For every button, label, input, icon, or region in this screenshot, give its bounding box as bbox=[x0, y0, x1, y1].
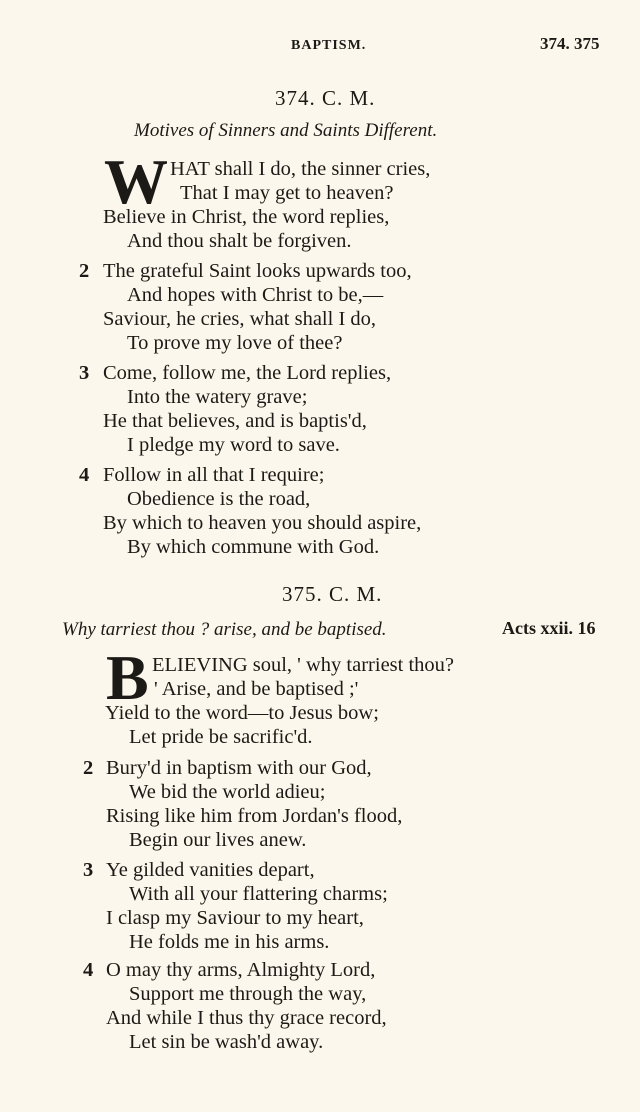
verse-line: Rising like him from Jordan's flood, bbox=[106, 805, 403, 827]
verse-line: Begin our lives anew. bbox=[129, 829, 307, 851]
page-numbers: 374. 375 bbox=[540, 34, 600, 53]
verse-line: ' Arise, and be baptised ;' bbox=[154, 678, 359, 700]
verse-line: He folds me in his arms. bbox=[129, 931, 330, 953]
scripture-reference: Acts xxii. 16 bbox=[502, 618, 596, 638]
verse-line: I pledge my word to save. bbox=[127, 434, 340, 456]
verse-line: Saviour, he cries, what shall I do, bbox=[103, 308, 377, 330]
verse-line: And while I thus thy grace record, bbox=[106, 1007, 387, 1029]
verse-line: Believe in Christ, the word replies, bbox=[103, 206, 390, 228]
verse-line: And thou shalt be forgiven. bbox=[127, 230, 352, 252]
hymn-374-title: Motives of Sinners and Saints Different. bbox=[134, 120, 438, 141]
verse-line: Bury'd in baptism with our God, bbox=[106, 757, 372, 779]
hymn-375-title: Why tarriest thou ? arise, and be baptised. bbox=[62, 619, 387, 640]
verse-line: Obedience is the road, bbox=[127, 488, 311, 510]
verse-line: He that believes, and is baptis'd, bbox=[103, 410, 367, 432]
hymn-374-heading: 374. C. M. bbox=[275, 86, 376, 110]
verse-line: I clasp my Saviour to my heart, bbox=[106, 907, 364, 929]
verse-number: 4 bbox=[79, 464, 90, 486]
verse-line: Let sin be wash'd away. bbox=[129, 1031, 324, 1053]
verse-line: We bid the world adieu; bbox=[129, 781, 326, 803]
verse-number: 3 bbox=[83, 859, 94, 881]
verse-line: Into the watery grave; bbox=[127, 386, 308, 408]
running-title: BAPTISM. bbox=[291, 38, 367, 53]
verse-line: By which commune with God. bbox=[127, 536, 380, 558]
verse-line: Ye gilded vanities depart, bbox=[106, 859, 315, 881]
verse-line: Yield to the word—to Jesus bow; bbox=[105, 702, 379, 724]
verse-number: 2 bbox=[79, 260, 90, 282]
hymn-375-dropcap: B bbox=[106, 642, 149, 713]
verse-number: 4 bbox=[83, 959, 94, 981]
verse-line: O may thy arms, Almighty Lord, bbox=[106, 959, 376, 981]
verse-line: By which to heaven you should aspire, bbox=[103, 512, 422, 534]
verse-line: With all your flattering charms; bbox=[129, 883, 388, 905]
verse-line: HAT shall I do, the sinner cries, bbox=[170, 158, 431, 180]
verse-line: ELIEVING soul, ' why tarriest thou? bbox=[152, 654, 455, 676]
verse-number: 2 bbox=[83, 757, 94, 779]
hymn-374-dropcap: W bbox=[104, 146, 168, 217]
verse-line: Follow in all that I require; bbox=[103, 464, 325, 486]
verse-line: And hopes with Christ to be,— bbox=[127, 284, 384, 306]
verse-line: Let pride be sacrific'd. bbox=[129, 726, 313, 748]
hymn-375-heading: 375. C. M. bbox=[282, 582, 383, 606]
verse-line: That I may get to heaven? bbox=[180, 182, 394, 204]
verse-line: To prove my love of thee? bbox=[127, 332, 343, 354]
verse-number: 3 bbox=[79, 362, 90, 384]
verse-line: Support me through the way, bbox=[129, 983, 367, 1005]
verse-line: The grateful Saint looks upwards too, bbox=[103, 260, 412, 282]
verse-line: Come, follow me, the Lord replies, bbox=[103, 362, 392, 384]
